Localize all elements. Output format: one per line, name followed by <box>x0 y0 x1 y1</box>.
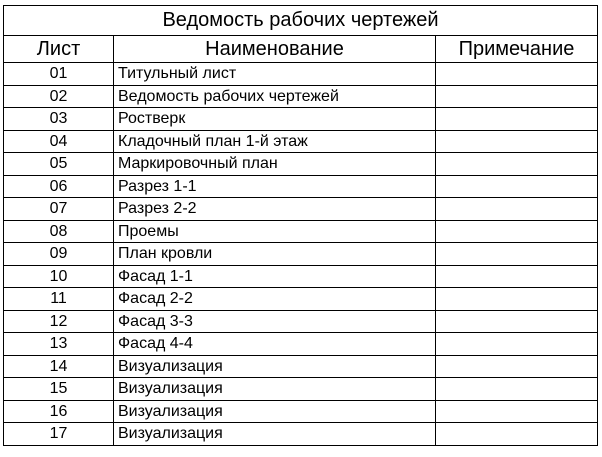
drawing-name-cell: Ростверк <box>114 108 436 131</box>
sheet-number-cell: 05 <box>4 153 114 176</box>
note-cell <box>436 198 598 221</box>
sheet-number-cell: 13 <box>4 333 114 356</box>
sheet-number-cell: 09 <box>4 243 114 266</box>
note-cell <box>436 85 598 108</box>
drawing-name-cell: Маркировочный план <box>114 153 436 176</box>
table-row <box>4 153 598 176</box>
note-cell <box>436 355 598 378</box>
drawing-name-cell: Фасад 4-4 <box>114 333 436 356</box>
note-cell <box>436 220 598 243</box>
drawing-name-cell: Фасад 3-3 <box>114 310 436 333</box>
note-cell <box>436 288 598 311</box>
sheet-number-cell: 07 <box>4 198 114 221</box>
table-row <box>4 198 598 221</box>
table-row <box>4 220 598 243</box>
note-cell <box>436 378 598 401</box>
drawing-name-cell: Визуализация <box>114 423 436 446</box>
drawing-name-cell: Визуализация <box>114 355 436 378</box>
table-row <box>4 423 598 446</box>
sheet-number-cell: 03 <box>4 108 114 131</box>
note-cell <box>436 423 598 446</box>
sheet-number-cell: 08 <box>4 220 114 243</box>
note-cell <box>436 243 598 266</box>
table-row <box>4 310 598 333</box>
drawings-list-table <box>3 5 598 446</box>
sheet-number-cell: 10 <box>4 265 114 288</box>
table-row <box>4 243 598 266</box>
header-sheet: Лист <box>4 36 114 63</box>
note-cell <box>436 400 598 423</box>
table-row <box>4 400 598 423</box>
sheet-number-cell: 06 <box>4 175 114 198</box>
sheet-number-cell: 02 <box>4 85 114 108</box>
table-body <box>4 63 598 446</box>
note-cell <box>436 265 598 288</box>
note-cell <box>436 108 598 131</box>
table-row <box>4 175 598 198</box>
note-cell <box>436 310 598 333</box>
note-cell <box>436 153 598 176</box>
header-name: Наименование <box>114 36 436 63</box>
note-cell <box>436 333 598 356</box>
table-row <box>4 355 598 378</box>
drawing-name-cell: Ведомость рабочих чертежей <box>114 85 436 108</box>
drawing-name-cell: Визуализация <box>114 400 436 423</box>
drawing-name-cell: Кладочный план 1-й этаж <box>114 130 436 153</box>
table-row <box>4 288 598 311</box>
drawing-name-cell: Разрез 1-1 <box>114 175 436 198</box>
table-row <box>4 85 598 108</box>
table-row <box>4 265 598 288</box>
sheet-number-cell: 01 <box>4 63 114 86</box>
sheet-number-cell: 16 <box>4 400 114 423</box>
drawing-name-cell: Разрез 2-2 <box>114 198 436 221</box>
table-row <box>4 63 598 86</box>
table-row <box>4 108 598 131</box>
sheet-number-cell: 12 <box>4 310 114 333</box>
drawing-name-cell: Титульный лист <box>114 63 436 86</box>
drawings-list-document <box>3 5 597 446</box>
sheet-number-cell: 04 <box>4 130 114 153</box>
note-cell <box>436 175 598 198</box>
drawing-name-cell: Проемы <box>114 220 436 243</box>
drawing-name-cell: Фасад 1-1 <box>114 265 436 288</box>
header-note: Примечание <box>436 36 598 63</box>
table-row <box>4 130 598 153</box>
table-row <box>4 333 598 356</box>
note-cell <box>436 63 598 86</box>
table-title: Ведомость рабочих чертежей <box>4 6 598 36</box>
sheet-number-cell: 15 <box>4 378 114 401</box>
sheet-number-cell: 14 <box>4 355 114 378</box>
table-row <box>4 378 598 401</box>
table-header-row <box>4 36 598 63</box>
drawing-name-cell: Визуализация <box>114 378 436 401</box>
sheet-number-cell: 17 <box>4 423 114 446</box>
sheet-number-cell: 11 <box>4 288 114 311</box>
drawing-name-cell: План кровли <box>114 243 436 266</box>
drawing-name-cell: Фасад 2-2 <box>114 288 436 311</box>
table-title-row <box>4 6 598 36</box>
note-cell <box>436 130 598 153</box>
